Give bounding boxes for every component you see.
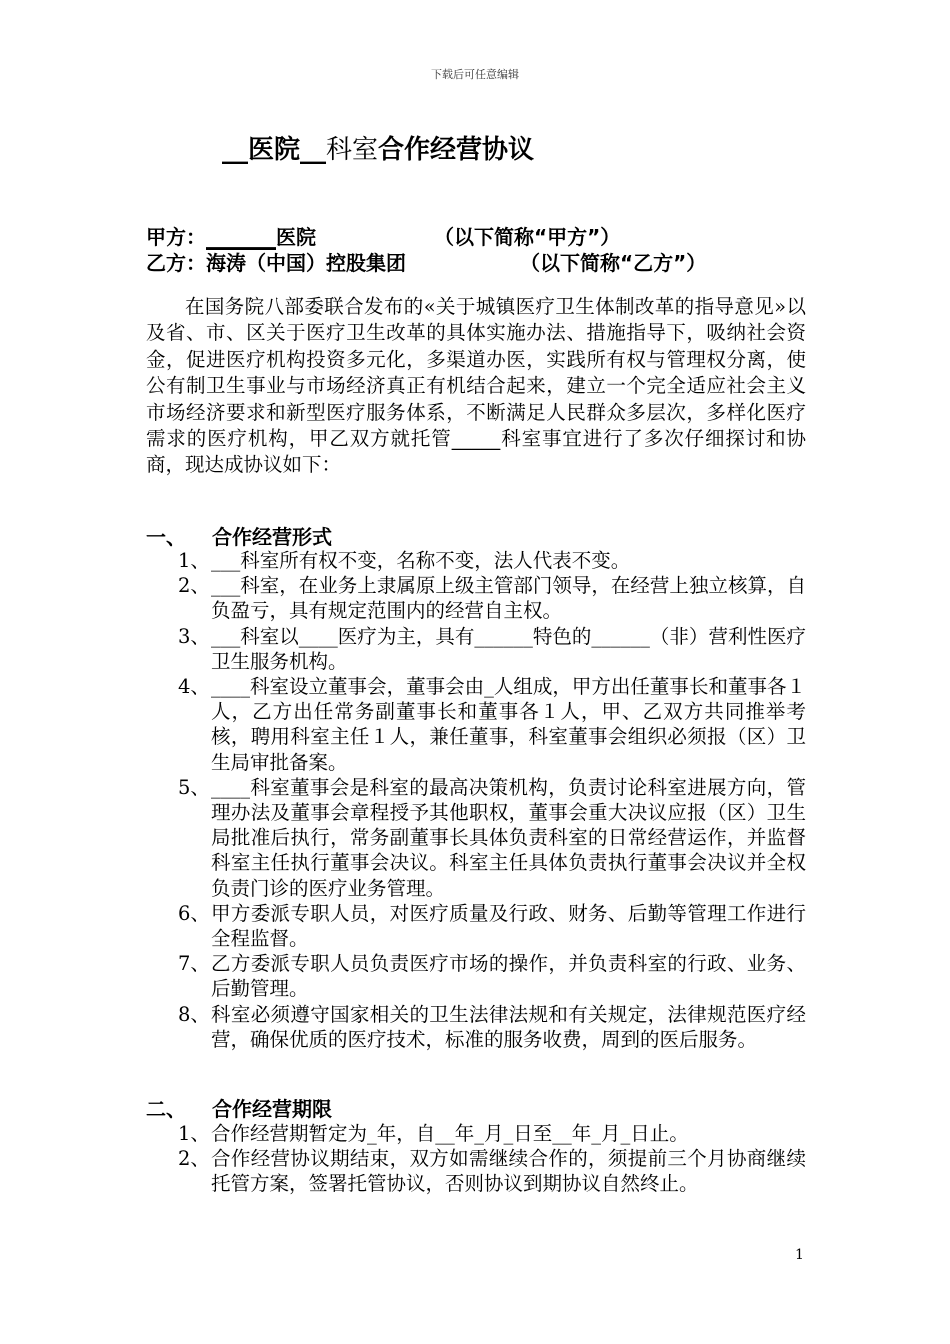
list-item	[178, 674, 806, 775]
party-b-name: 海涛（中国）控股集团	[206, 251, 406, 275]
section-1-number: 一、	[146, 525, 186, 549]
document-title	[222, 132, 534, 168]
intro-blank: _____	[451, 427, 501, 451]
item-text: 合作经营协议期结束，双方如需继续合作的，须提前三个月协商继续托管方案，签署托管协议，否则协议到期协议自然终止。	[211, 1147, 806, 1196]
item-text: 乙方委派专职人员负责医疗市场的操作，并负责科室的行政、业务、后勤管理。	[211, 952, 806, 1001]
section-1-items	[178, 548, 806, 1052]
item-text: ___科室，在业务上隶属原上级主管部门领导，在经营上独立核算，自负盈亏，具有规定范围内的经营自主权。	[211, 574, 806, 623]
item-text: 合作经营期暂定为_年，自__年_月_日至__年_月_日止。	[211, 1122, 689, 1145]
section-2-number: 二、	[146, 1097, 186, 1121]
title-dept: 科室	[326, 135, 379, 165]
item-number: 8、	[178, 1002, 210, 1026]
title-blank-1: __	[222, 135, 248, 165]
item-text: ____科室董事会是科室的最高决策机构，负责讨论科室进展方向，管理办法及董事会章程授予其他职权，董事会重大决议应报（区）卫生局批准后执行，常务副董事长具体负责科室的日常经营运作，并监督科室主任执行董事会决议。科室主任具体负责执行董事会决议并全权负责门诊的医疗业务管理。	[211, 775, 806, 900]
party-b-label: 乙方：	[146, 251, 206, 275]
item-number: 2、	[178, 1147, 210, 1171]
list-item	[178, 548, 806, 573]
party-a-label: 甲方：	[146, 225, 206, 249]
section-1-heading	[146, 524, 332, 550]
party-a-name: 医院	[276, 225, 316, 249]
header-note: 下载后可任意编辑	[431, 68, 519, 81]
party-a-line	[146, 224, 621, 250]
item-number: 1、	[178, 1122, 210, 1145]
section-2-items	[178, 1121, 806, 1197]
title-hospital: 医院	[248, 135, 301, 165]
title-blank-2: __	[300, 135, 327, 165]
party-a-abbr: （以下简称“甲方”）	[434, 225, 621, 249]
intro-part-1: 在国务院八部委联合发布的«关于城镇医疗卫生体制改革的指导意见»以及省、市、区关于医疗卫生改革的具体实施办法、措施指导下，吸纳社会资金，促进医疗机构投资多元化，多渠道办医，实践所有权与管理权分离，使公有制卫生事业与市场经济真正有机结合起来，建立一个完全适应社会主义市场经济要求和新型医疗服务体系，不断满足人民群众多层次，多样化医疗需求的医疗机构，甲乙双方就托管	[146, 295, 806, 451]
intro-paragraph	[146, 294, 806, 479]
section-2-title: 合作经营期限	[212, 1097, 332, 1121]
list-item	[178, 573, 806, 623]
item-number: 1、	[178, 549, 210, 572]
section-2-heading	[146, 1096, 332, 1122]
list-item	[178, 1121, 806, 1146]
item-text: 甲方委派专职人员，对医疗质量及行政、财务、后勤等管理工作进行全程监督。	[211, 901, 806, 951]
list-item	[178, 1002, 806, 1052]
party-a-blank: _______	[206, 225, 276, 249]
list-item	[178, 775, 806, 901]
list-item	[178, 951, 806, 1001]
item-number: 7、	[178, 952, 210, 976]
item-text: ___科室所有权不变，名称不变，法人代表不变。	[211, 549, 631, 572]
item-number: 5、	[178, 775, 210, 799]
item-number: 6、	[178, 901, 210, 925]
item-number: 4、	[178, 675, 210, 699]
party-b-line	[146, 250, 707, 276]
list-item	[178, 901, 806, 951]
party-b-abbr: （以下简称“乙方”）	[520, 251, 707, 275]
list-item	[178, 1146, 806, 1196]
page-number: 1	[795, 1247, 804, 1263]
intro-part-2: 科室事宜进行了多次仔细探讨和协商，现达成协议如下：	[146, 427, 806, 477]
item-text: 科室必须遵守国家相关的卫生法律法规和有关规定，法律规范医疗经营，确保优质的医疗技术，标准的服务收费，周到的医后服务。	[211, 1002, 806, 1051]
section-1-title: 合作经营形式	[212, 525, 332, 549]
title-rest: 合作经营协议	[378, 135, 535, 165]
item-text: ___科室以____医疗为主，具有______特色的______（非）营利性医疗卫生服务机构。	[211, 624, 806, 673]
item-text: ____科室设立董事会，董事会由_人组成，甲方出任董事长和董事各１人，乙方出任常务副董事长和董事各１人，甲、乙双方共同推举考核，聘用科室主任１人，兼任董事，科室董事会组织必须报（区）卫生局审批备案。	[211, 675, 806, 774]
list-item	[178, 624, 806, 674]
item-number: 2、	[178, 574, 210, 598]
item-number: 3、	[178, 624, 210, 648]
